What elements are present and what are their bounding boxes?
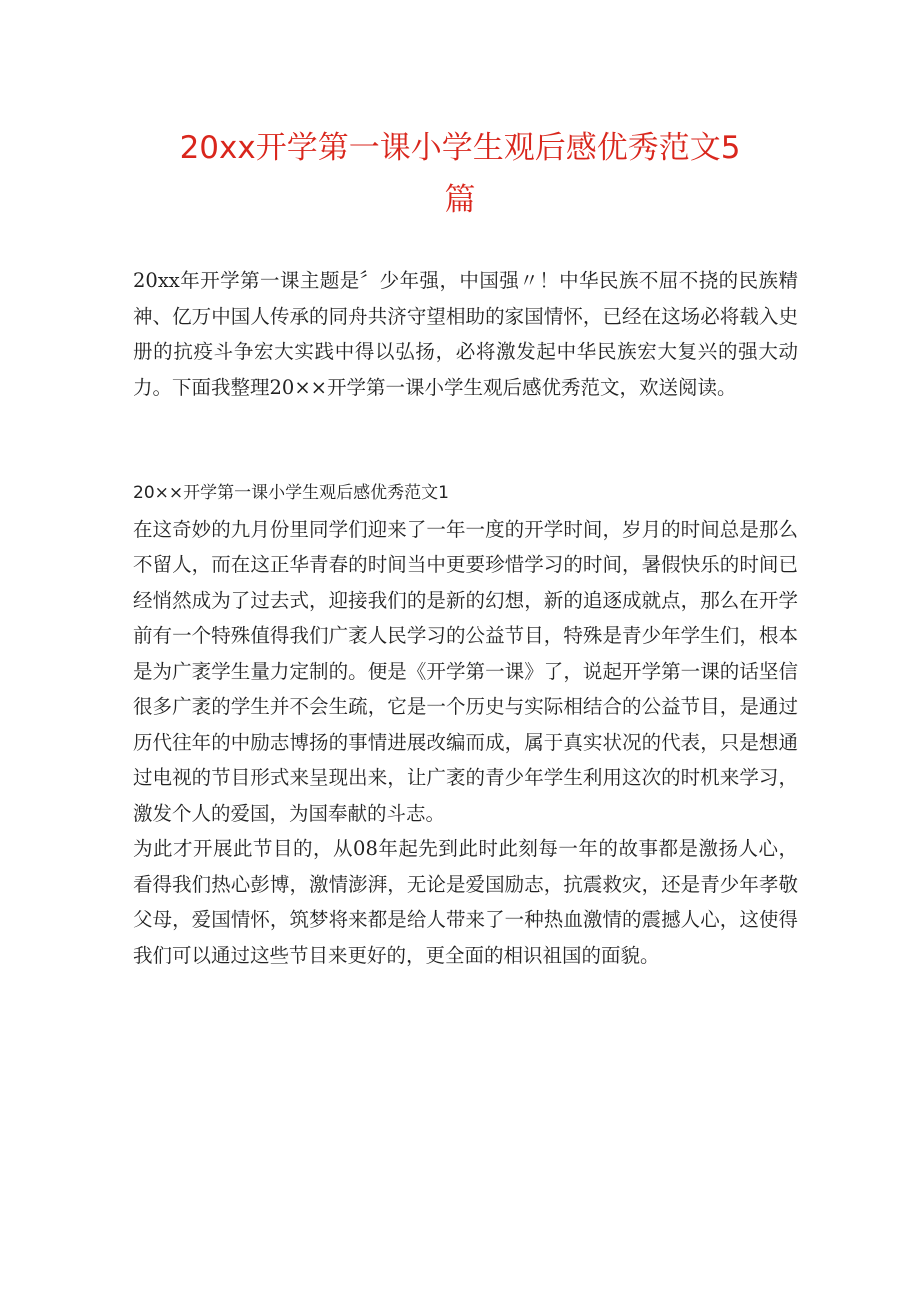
- document-body: [133, 263, 798, 973]
- intro-paragraph: 20xx年开学第一课主题是〞少年强，中国强〃！中华民族不屈不挠的民族精神、亿万中国人传承的同舟共济守望相助的家国情怀，已经在这场必将载入史册的抗疫斗争宏大实践中得以弘扬，必将激发起中华民族宏大复兴的强大动力。下面我整理20××开学第一课小学生观后感优秀范文，欢送阅读。: [133, 269, 798, 399]
- document-title: [120, 122, 800, 226]
- body-paragraph: 在这奇妙的九月份里同学们迎来了一年一度的开学时间，岁月的时间总是那么不留人，而在这正华青春的时间当中更要珍惜学习的时间，暑假快乐的时间已经悄然成为了过去式，迎接我们的是新的幻想，新的追逐成就点，那么在开学前有一个特殊值得我们广袤人民学习的公益节目，特殊是青少年学生们，根本是为广袤学生量力定制的。便是《开学第一课》了，说起开学第一课的话坚信很多广袤的学生并不会生疏，它是一个历史与实际相结合的公益节目，是通过历代往年的中励志博扬的事情进展改编而成，属于真实状况的代表，只是想通过电视的节目形式来呈现出来，让广袤的青少年学生利用这次的时机来学习，激发个人的爱国，为国奉献的斗志。: [133, 517, 798, 825]
- title-line-2: 篇: [444, 182, 476, 218]
- title-line-1: 20xx开学第一课小学生观后感优秀范文5: [179, 130, 741, 166]
- section-heading: 20××开学第一课小学生观后感优秀范文1: [133, 483, 449, 503]
- body-paragraph: 为此才开展此节目的，从08年起先到此时此刻每一年的故事都是激扬人心，看得我们热心彭博，激情澎湃，无论是爱国励志，抗震救灾，还是青少年孝敬父母，爱国情怀，筑梦将来都是给人带来了一种热血激情的震撼人心，这使得我们可以通过这些节目来更好的，更全面的相识祖国的面貌。: [133, 837, 798, 967]
